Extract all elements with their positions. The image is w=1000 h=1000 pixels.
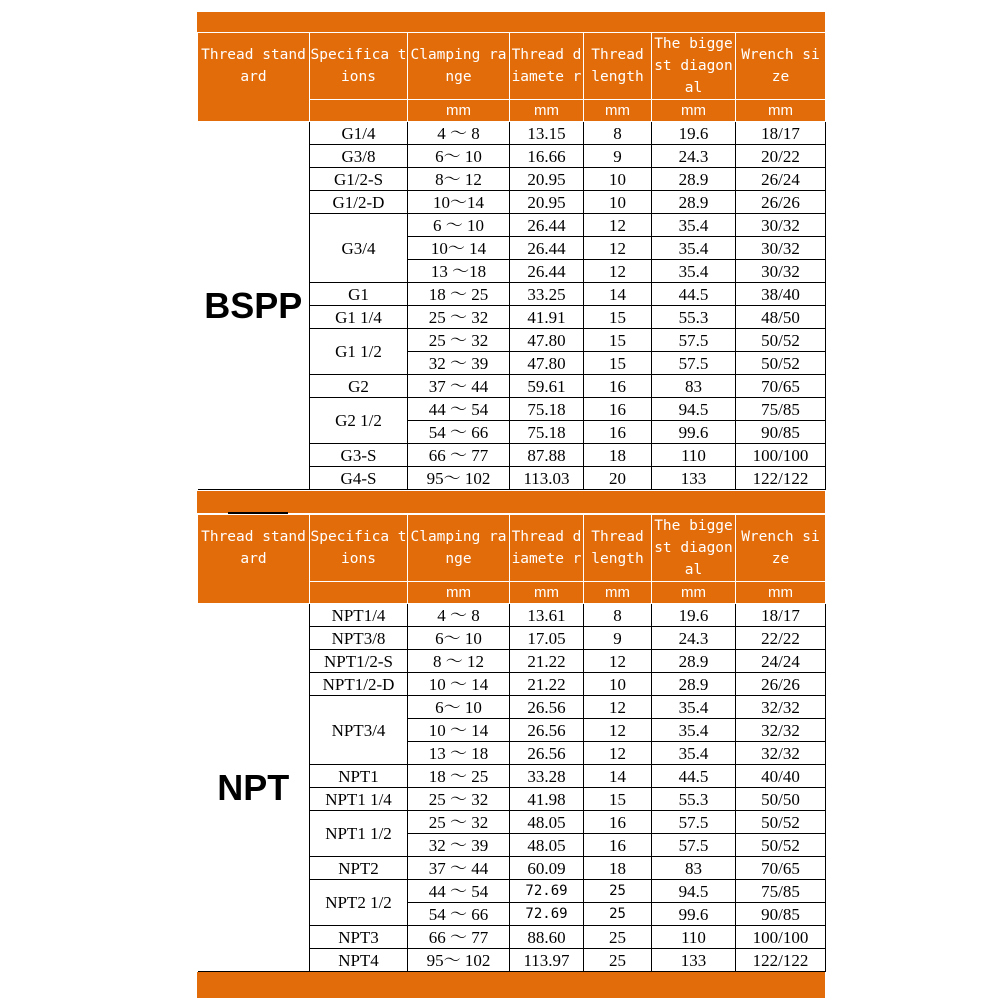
diameter-cell: 21.22 — [510, 650, 584, 673]
length-cell: 25 — [584, 903, 652, 926]
clamping-cell: 13 ～18 — [408, 260, 510, 283]
length-cell: 8 — [584, 604, 652, 627]
header-thread-length: Thread length — [584, 33, 652, 100]
diagonal-cell: 94.5 — [652, 880, 736, 903]
wrench-cell: 24/24 — [736, 650, 826, 673]
clamping-cell: 8～ 12 — [408, 168, 510, 191]
length-cell: 8 — [584, 122, 652, 145]
clamping-cell: 10～ 14 — [408, 237, 510, 260]
top-band — [197, 12, 825, 32]
spec-cell: NPT4 — [310, 949, 408, 972]
diagonal-cell: 35.4 — [652, 719, 736, 742]
wrench-cell: 70/65 — [736, 857, 826, 880]
spec-cell: G1/2-S — [310, 168, 408, 191]
spec-cell: NPT1 1/2 — [310, 811, 408, 857]
clamping-cell: 6 ～ 10 — [408, 214, 510, 237]
wrench-cell: 48/50 — [736, 306, 826, 329]
length-cell: 25 — [584, 926, 652, 949]
spec-cell: G1 1/2 — [310, 329, 408, 375]
length-cell: 9 — [584, 145, 652, 168]
length-cell: 20 — [584, 467, 652, 490]
spec-cell: NPT1/4 — [310, 604, 408, 627]
clamping-cell: 6～ 10 — [408, 696, 510, 719]
spec-cell: NPT1/2-S — [310, 650, 408, 673]
diagonal-cell: 57.5 — [652, 811, 736, 834]
wrench-cell: 26/26 — [736, 673, 826, 696]
clamping-cell: 66 ～ 77 — [408, 926, 510, 949]
wrench-cell: 26/24 — [736, 168, 826, 191]
length-cell: 18 — [584, 857, 652, 880]
spec-cell: G1/4 — [310, 122, 408, 145]
wrench-cell: 122/122 — [736, 949, 826, 972]
clamping-cell: 8 ～ 12 — [408, 650, 510, 673]
length-cell: 16 — [584, 421, 652, 444]
diameter-cell: 47.80 — [510, 352, 584, 375]
diagonal-cell: 44.5 — [652, 765, 736, 788]
diameter-cell: 60.09 — [510, 857, 584, 880]
diagonal-cell: 133 — [652, 949, 736, 972]
diagonal-cell: 55.3 — [652, 306, 736, 329]
diameter-cell: 26.44 — [510, 260, 584, 283]
header-wrench-size: Wrench si ze — [736, 515, 826, 582]
wrench-cell: 30/32 — [736, 237, 826, 260]
diameter-cell: 75.18 — [510, 421, 584, 444]
diagonal-cell: 24.3 — [652, 145, 736, 168]
clamping-cell: 25 ～ 32 — [408, 788, 510, 811]
table-row — [198, 122, 826, 145]
npt-table — [197, 514, 826, 972]
diagonal-cell: 57.5 — [652, 329, 736, 352]
header-thread-length: Thread length — [584, 515, 652, 582]
wrench-cell: 50/52 — [736, 811, 826, 834]
spec-cell: G2 — [310, 375, 408, 398]
length-cell: 10 — [584, 673, 652, 696]
diameter-cell: 59.61 — [510, 375, 584, 398]
wrench-cell: 90/85 — [736, 903, 826, 926]
clamping-cell: 54 ～ 66 — [408, 421, 510, 444]
clamping-cell: 66 ～ 77 — [408, 444, 510, 467]
bspp-table — [197, 32, 826, 490]
wrench-cell: 32/32 — [736, 696, 826, 719]
diagonal-cell: 110 — [652, 444, 736, 467]
clamping-cell: 18 ～ 25 — [408, 765, 510, 788]
diagonal-cell: 57.5 — [652, 834, 736, 857]
wrench-cell: 75/85 — [736, 880, 826, 903]
unit-row — [198, 100, 826, 122]
diameter-cell: 47.80 — [510, 329, 584, 352]
length-cell: 12 — [584, 696, 652, 719]
clamping-cell: 10 ～ 14 — [408, 673, 510, 696]
diameter-cell: 26.44 — [510, 214, 584, 237]
length-cell: 15 — [584, 788, 652, 811]
length-cell: 18 — [584, 444, 652, 467]
wrench-cell: 50/52 — [736, 834, 826, 857]
diameter-cell: 72.69 — [510, 903, 584, 926]
diameter-cell: 88.60 — [510, 926, 584, 949]
diameter-cell: 20.95 — [510, 191, 584, 214]
clamping-cell: 25 ～ 32 — [408, 811, 510, 834]
spec-cell: NPT1 1/4 — [310, 788, 408, 811]
diagonal-cell: 110 — [652, 926, 736, 949]
diagonal-cell: 83 — [652, 857, 736, 880]
clamping-cell: 44 ～ 54 — [408, 398, 510, 421]
diameter-cell: 41.98 — [510, 788, 584, 811]
diameter-cell: 20.95 — [510, 168, 584, 191]
length-cell: 25 — [584, 949, 652, 972]
spec-cell: G1 1/4 — [310, 306, 408, 329]
length-cell: 9 — [584, 627, 652, 650]
diameter-cell: 13.15 — [510, 122, 584, 145]
diameter-cell: 113.03 — [510, 467, 584, 490]
length-cell: 15 — [584, 306, 652, 329]
unit-cell: mm — [584, 582, 652, 604]
diameter-cell: 16.66 — [510, 145, 584, 168]
diameter-cell: 33.25 — [510, 283, 584, 306]
clamping-cell: 13 ～ 18 — [408, 742, 510, 765]
diameter-cell: 48.05 — [510, 811, 584, 834]
diagonal-cell: 35.4 — [652, 696, 736, 719]
wrench-cell: 75/85 — [736, 398, 826, 421]
spec-cell: G3/8 — [310, 145, 408, 168]
spec-cell: G3-S — [310, 444, 408, 467]
diameter-cell: 48.05 — [510, 834, 584, 857]
clamping-cell: 37 ～ 44 — [408, 857, 510, 880]
unit-cell: mm — [510, 582, 584, 604]
clamping-cell: 10 ～ 14 — [408, 719, 510, 742]
clamping-cell: 37 ～ 44 — [408, 375, 510, 398]
wrench-cell: 22/22 — [736, 627, 826, 650]
diagonal-cell: 19.6 — [652, 122, 736, 145]
header-row — [198, 33, 826, 100]
diagonal-cell: 19.6 — [652, 604, 736, 627]
diagonal-cell: 28.9 — [652, 650, 736, 673]
diagonal-cell: 44.5 — [652, 283, 736, 306]
header-specifications: Specifica tions — [310, 515, 408, 582]
unit-cell: mm — [652, 100, 736, 122]
length-cell: 14 — [584, 283, 652, 306]
diagonal-cell: 35.4 — [652, 260, 736, 283]
clamping-cell: 95～ 102 — [408, 949, 510, 972]
bottom-band — [197, 972, 825, 998]
wrench-cell: 50/52 — [736, 352, 826, 375]
diameter-cell: 75.18 — [510, 398, 584, 421]
spec-cell: NPT2 — [310, 857, 408, 880]
clamping-cell: 54 ～ 66 — [408, 903, 510, 926]
wrench-cell: 18/17 — [736, 604, 826, 627]
wrench-cell: 26/26 — [736, 191, 826, 214]
wrench-cell: 50/52 — [736, 329, 826, 352]
wrench-cell: 38/40 — [736, 283, 826, 306]
table-row — [198, 604, 826, 627]
length-cell: 16 — [584, 834, 652, 857]
wrench-cell: 18/17 — [736, 122, 826, 145]
length-cell: 15 — [584, 329, 652, 352]
unit-cell: mm — [652, 582, 736, 604]
length-cell: 16 — [584, 398, 652, 421]
length-cell: 10 — [584, 168, 652, 191]
spec-cell: G1 — [310, 283, 408, 306]
spec-cell: NPT3/8 — [310, 627, 408, 650]
clamping-cell: 18 ～ 25 — [408, 283, 510, 306]
wrench-cell: 50/50 — [736, 788, 826, 811]
wrench-cell: 30/32 — [736, 260, 826, 283]
unit-row — [198, 582, 826, 604]
diameter-cell: 113.97 — [510, 949, 584, 972]
spec-cell: NPT1 — [310, 765, 408, 788]
diagonal-cell: 35.4 — [652, 237, 736, 260]
length-cell: 12 — [584, 650, 652, 673]
unit-cell: mm — [584, 100, 652, 122]
spec-cell: NPT3/4 — [310, 696, 408, 765]
header-biggest-diagonal: The biggest diagonal — [652, 515, 736, 582]
spec-cell: NPT1/2-D — [310, 673, 408, 696]
diagonal-cell: 55.3 — [652, 788, 736, 811]
clamping-cell: 25 ～ 32 — [408, 306, 510, 329]
wrench-cell: 20/22 — [736, 145, 826, 168]
wrench-cell: 32/32 — [736, 719, 826, 742]
wrench-cell: 122/122 — [736, 467, 826, 490]
header-std-cont — [198, 100, 310, 122]
diagonal-cell: 35.4 — [652, 742, 736, 765]
unit-cell: mm — [736, 582, 826, 604]
length-cell: 15 — [584, 352, 652, 375]
diameter-cell: 72.69 — [510, 880, 584, 903]
diagonal-cell: 35.4 — [652, 214, 736, 237]
diameter-cell: 21.22 — [510, 673, 584, 696]
diameter-cell: 17.05 — [510, 627, 584, 650]
diameter-cell: 41.91 — [510, 306, 584, 329]
middle-band — [197, 491, 825, 513]
length-cell: 12 — [584, 214, 652, 237]
header-spec-cont — [310, 582, 408, 604]
wrench-cell: 90/85 — [736, 421, 826, 444]
thread-standard-label: NPT — [198, 604, 310, 972]
diagonal-cell: 99.6 — [652, 421, 736, 444]
diagonal-cell: 28.9 — [652, 168, 736, 191]
diameter-cell: 87.88 — [510, 444, 584, 467]
header-spec-cont — [310, 100, 408, 122]
header-specifications: Specifica tions — [310, 33, 408, 100]
clamping-cell: 4 ～ 8 — [408, 604, 510, 627]
length-cell: 14 — [584, 765, 652, 788]
header-row — [198, 515, 826, 582]
clamping-cell: 6～ 10 — [408, 145, 510, 168]
diameter-cell: 26.44 — [510, 237, 584, 260]
wrench-cell: 40/40 — [736, 765, 826, 788]
wrench-cell: 100/100 — [736, 926, 826, 949]
unit-cell: mm — [408, 582, 510, 604]
header-thread-diameter: Thread diamete r — [510, 33, 584, 100]
spec-cell: NPT2 1/2 — [310, 880, 408, 926]
unit-cell: mm — [510, 100, 584, 122]
diameter-cell: 33.28 — [510, 765, 584, 788]
spec-cell: G3/4 — [310, 214, 408, 283]
diagonal-cell: 94.5 — [652, 398, 736, 421]
header-std-cont — [198, 582, 310, 604]
wrench-cell: 70/65 — [736, 375, 826, 398]
diagonal-cell: 57.5 — [652, 352, 736, 375]
diameter-cell: 26.56 — [510, 742, 584, 765]
length-cell: 10 — [584, 191, 652, 214]
length-cell: 12 — [584, 719, 652, 742]
unit-cell: mm — [408, 100, 510, 122]
clamping-cell: 44 ～ 54 — [408, 880, 510, 903]
diagonal-cell: 24.3 — [652, 627, 736, 650]
clamping-cell: 32 ～ 39 — [408, 352, 510, 375]
length-cell: 25 — [584, 880, 652, 903]
clamping-cell: 4 ～ 8 — [408, 122, 510, 145]
diagonal-cell: 133 — [652, 467, 736, 490]
length-cell: 12 — [584, 237, 652, 260]
diagonal-cell: 99.6 — [652, 903, 736, 926]
length-cell: 16 — [584, 375, 652, 398]
length-cell: 16 — [584, 811, 652, 834]
wrench-cell: 100/100 — [736, 444, 826, 467]
header-clamping-range: Clamping ra nge — [408, 33, 510, 100]
clamping-cell: 6～ 10 — [408, 627, 510, 650]
diagonal-cell: 83 — [652, 375, 736, 398]
wrench-cell: 30/32 — [736, 214, 826, 237]
spec-cell: G1/2-D — [310, 191, 408, 214]
spec-cell: NPT3 — [310, 926, 408, 949]
header-thread-standard: Thread standard — [198, 33, 310, 100]
spec-cell: G2 1/2 — [310, 398, 408, 444]
header-biggest-diagonal: The biggest diagonal — [652, 33, 736, 100]
clamping-cell: 25 ～ 32 — [408, 329, 510, 352]
diagonal-cell: 28.9 — [652, 191, 736, 214]
length-cell: 12 — [584, 260, 652, 283]
header-thread-diameter: Thread diamete r — [510, 515, 584, 582]
spec-cell: G4-S — [310, 467, 408, 490]
thread-standard-label: BSPP — [198, 122, 310, 490]
header-thread-standard: Thread standard — [198, 515, 310, 582]
wrench-cell: 32/32 — [736, 742, 826, 765]
clamping-cell: 32 ～ 39 — [408, 834, 510, 857]
diameter-cell: 26.56 — [510, 719, 584, 742]
clamping-cell: 10～14 — [408, 191, 510, 214]
diagonal-cell: 28.9 — [652, 673, 736, 696]
unit-cell: mm — [736, 100, 826, 122]
clamping-cell: 95～ 102 — [408, 467, 510, 490]
diameter-cell: 26.56 — [510, 696, 584, 719]
header-clamping-range: Clamping ra nge — [408, 515, 510, 582]
length-cell: 12 — [584, 742, 652, 765]
diameter-cell: 13.61 — [510, 604, 584, 627]
header-wrench-size: Wrench si ze — [736, 33, 826, 100]
